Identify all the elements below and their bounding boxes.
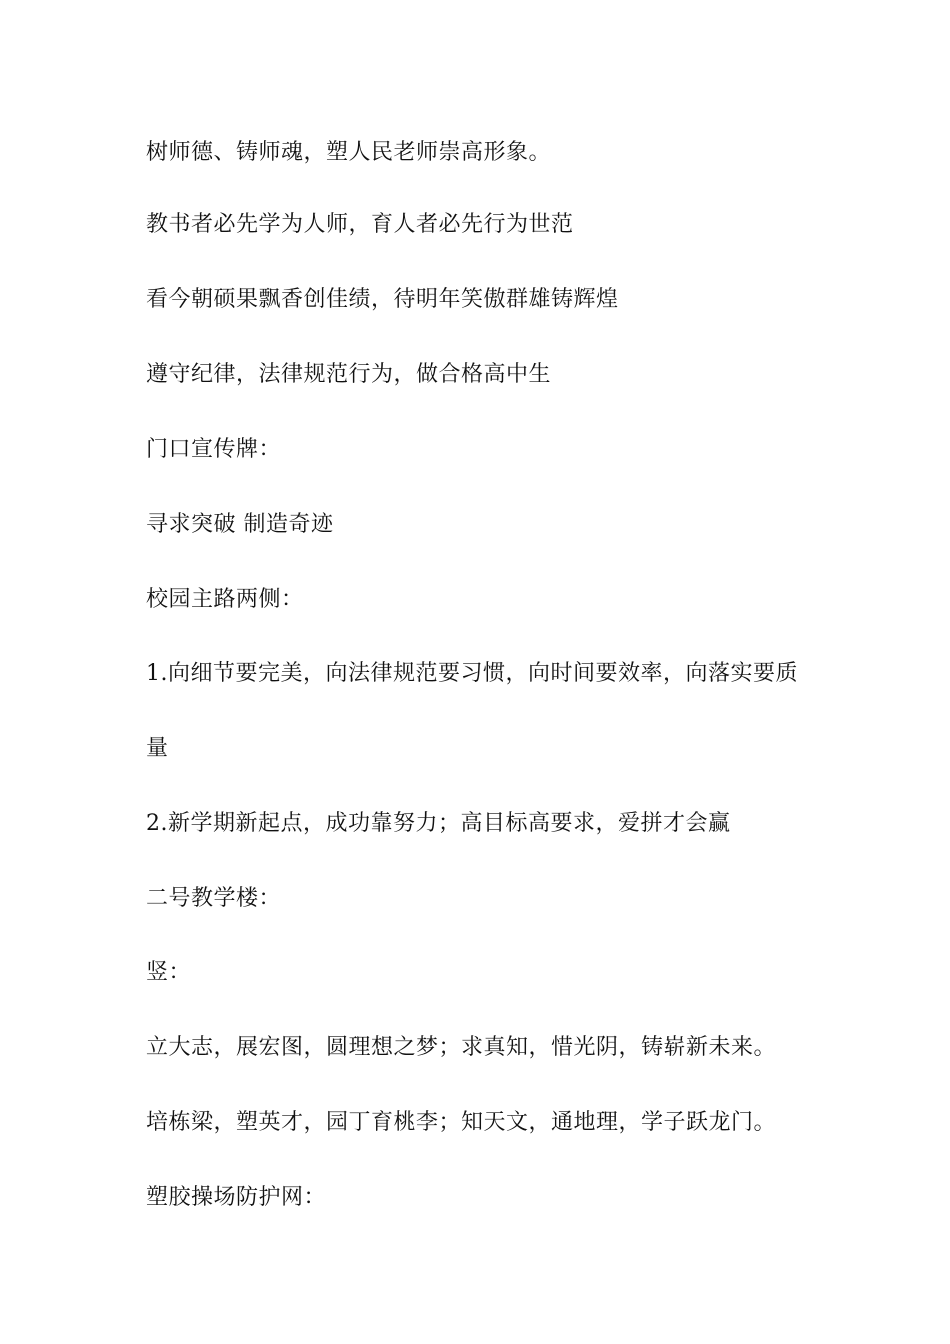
text-line: 看今朝硕果飘香创佳绩，待明年笑傲群雄铸辉煌 <box>146 287 619 312</box>
section-heading: 二号教学楼： <box>146 886 282 911</box>
section-heading: 门口宣传牌： <box>146 437 282 462</box>
text-line: 培栋梁，塑英才，园丁育桃李；知天文，通地理，学子跃龙门。 <box>146 1110 777 1135</box>
list-item: 1.向细节要完美，向法律规范要习惯，向时间要效率，向落实要质 <box>146 661 798 686</box>
text-line: 寻求突破 制造奇迹 <box>146 512 334 537</box>
section-heading: 校园主路两侧： <box>146 587 304 612</box>
text-line: 立大志，展宏图，圆理想之梦；求真知，惜光阴，铸崭新未来。 <box>146 1035 777 1060</box>
list-item: 2.新学期新起点，成功靠努力；高目标高要求，爱拼才会赢 <box>146 811 731 836</box>
text-line: 教书者必先学为人师，育人者必先行为世范 <box>146 212 574 237</box>
section-heading: 塑胶操场防护网： <box>146 1185 327 1210</box>
text-line: 遵守纪律，法律规范行为，做合格高中生 <box>146 362 552 387</box>
sub-heading: 竖： <box>146 960 192 985</box>
list-item-continuation: 量 <box>146 736 169 761</box>
text-line: 树师德、铸师魂，塑人民老师崇高形象。 <box>146 140 552 165</box>
